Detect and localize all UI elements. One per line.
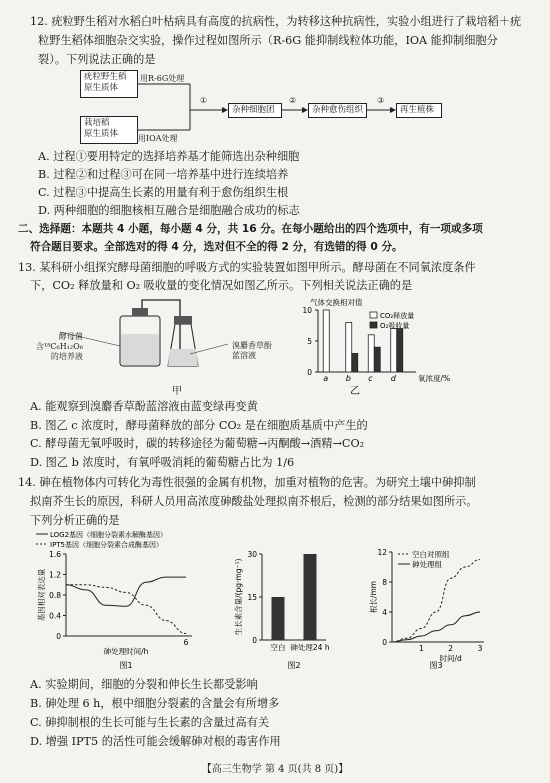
node-regenerated-plant: 再生植株 (396, 103, 442, 118)
q12-option-a: A. 过程①要用特定的选择培养基才能筛选出杂种细胞 (38, 150, 300, 163)
y-tick-label: 12 (377, 548, 387, 557)
series-line-log2 (66, 577, 186, 606)
series-line-ipt5 (66, 585, 186, 634)
q14-stem-line-1: 14. 砷在植物体内可转化为毒性很强的金属有机物，加重对植物的危害。为研究土壤中砷抑制 (18, 476, 476, 489)
flask-label (36, 332, 83, 362)
chart-caption: 图3 (429, 661, 443, 670)
legend-label: 砷处理组 (412, 560, 442, 569)
chart-gene-expression (32, 528, 212, 674)
x-tick-label: 空白 (270, 643, 286, 652)
x-tick-label: 6 (183, 638, 189, 647)
q14-option-d: D. 增强 IPT5 的活性可能会缓解砷对根的毒害作用 (30, 735, 281, 748)
q14-option-c: C. 砷抑制根的生长可能与生长素的含量过高有关 (30, 716, 270, 729)
y-tick-label: 0 (307, 368, 312, 377)
legend-label: LOG2基因（细胞分裂素水解酶基因） (50, 531, 168, 539)
q12-option-c: C. 过程③中提高生长素的用量有利于愈伤组织生根 (38, 186, 289, 199)
legend-swatch (370, 322, 377, 328)
y-axis-label: 基因相对表达量 (37, 568, 46, 622)
y-tick-label: 10 (302, 306, 312, 315)
step-1: ① (200, 96, 208, 105)
y-tick-label: 0 (382, 638, 387, 647)
bar-co2 (368, 335, 374, 372)
legend-label: 空白对照组 (412, 550, 450, 559)
x-tick-label: d (390, 374, 396, 383)
node-hybrid-cell-mass: 杂种细胞团 (228, 103, 282, 118)
y-axis-label: 生长素含量/(pg·mg⁻¹) (234, 558, 243, 636)
label-r6g: 用R-6G处理 (140, 74, 185, 83)
y-tick-label: 30 (247, 550, 257, 559)
y-tick-label: 1.6 (49, 550, 61, 559)
y-tick-label: 5 (307, 337, 312, 346)
q14-option-a: A. 实验期间，细胞的分裂和伸长生长都受影响 (30, 678, 258, 691)
diagram-connectors (0, 0, 550, 160)
series-line-control (392, 560, 480, 643)
x-tick-label: a (323, 374, 329, 383)
x-axis-label: 砷处理时间/h (103, 647, 149, 656)
label-ioa: 用IOA处理 (138, 134, 178, 143)
chart-caption: 图2 (287, 661, 301, 670)
bar-co2 (323, 310, 329, 372)
y-axis-label: 根长/mm (369, 580, 378, 614)
flask-label-line: 含¹⁸C₆H₁₂O₆ (36, 342, 83, 351)
x-tick-label: 1 (418, 644, 424, 653)
x-tick-label: 2 (448, 644, 454, 653)
legend-label: CO₂释放量 (380, 312, 415, 320)
q13-option-d: D. 图乙 b 浓度时，有氧呼吸消耗的葡萄糖占比为 1/6 (30, 456, 295, 469)
q14-stem-line-2: 拟南芥生长的原因，科研人员用高浓度砷酸盐处理拟南芥根后，检测的部分结果如图所示。 (30, 495, 478, 508)
q14-option-b: B. 砷处理 6 h，根中细胞分裂素的含量会有所增多 (30, 697, 280, 710)
apparatus-caption: 甲 (172, 386, 182, 397)
q13-option-b: B. 图乙 c 浓度时，酵母菌释放的部分 CO₂ 是在细胞质基质中产生的 (30, 419, 368, 432)
y-tick-label: 1.2 (49, 570, 61, 580)
legend-swatch (370, 312, 377, 318)
y-tick-label: 0 (252, 636, 257, 645)
node-hybrid-callus: 杂种愈伤组织 (308, 103, 367, 118)
bar (272, 597, 285, 640)
q12-option-b: B. 过程②和过程③可在同一培养基中进行连续培养 (38, 168, 289, 181)
step-3: ③ (377, 96, 385, 105)
step-2: ② (289, 96, 297, 105)
section-2-heading-line-2: 符合题目要求。全部选对的得 4 分，选对但不全的得 2 分，有选错的得 0 分。 (30, 241, 403, 253)
q12-stem-line-3: 裂）。下列说法正确的是 (38, 53, 156, 66)
q12-stem-line-1: 12. 疣粒野生稻对水稻白叶枯病具有高度的抗病性，为转移这种抗病性，实验小组进行了栽培稻＋疣 (30, 15, 522, 28)
y-tick-label: 8 (382, 578, 387, 587)
chart-caption: 乙 (350, 386, 360, 396)
bar (304, 554, 317, 640)
flask-label-line: 的培养液 (50, 352, 83, 361)
chart-root-length (368, 540, 498, 674)
y-tick-label: 0 (56, 632, 61, 641)
q13-apparatus-figure (60, 294, 260, 389)
y-tick-label: 0.4 (49, 611, 61, 621)
indicator-label (232, 341, 272, 361)
q13-stem-line-1: 13. 某科研小组探究酵母菌细胞的呼吸方式的实验装置如图甲所示。酵母菌在不同氧浓度条件 (18, 261, 476, 274)
indicator-label-line: 溴麝香草酚 (232, 341, 272, 350)
box-text: 原生质体 (84, 129, 119, 139)
flask-label-line: 酵母菌 (58, 332, 83, 341)
chart-gas-exchange (290, 296, 470, 396)
x-tick-label: 3 (477, 644, 483, 653)
section-2-heading-line-1: 二、选择题：本题共 4 小题，每小题 4 分，共 16 分。在每小题给出的四个选项中，有一项或多项 (18, 223, 483, 235)
page-footer: 【高三生物学 第 4 页(共 8 页)】 (201, 764, 349, 775)
box-text: 疣粒野生稻 (84, 72, 127, 82)
chart-auxin-content (232, 540, 332, 674)
bar-o2 (352, 353, 358, 372)
chart-title: 气体交换相对值 (310, 298, 363, 307)
legend-label: IPT5基因（细胞分裂素合成酶基因） (50, 541, 164, 549)
y-tick-label: 0.8 (49, 591, 61, 600)
y-tick-label: 15 (247, 593, 257, 602)
q13-stem-line-2: 下，CO₂ 释放量和 O₂ 吸收量的变化情况如图乙所示。下列相关说法正确的是 (30, 279, 413, 292)
q13-option-a: A. 能观察到溴麝香草酚蓝溶液由蓝变绿再变黄 (30, 400, 258, 413)
q12-stem-line-2: 粒野生稻体细胞杂交实验，操作过程如图所示（R-6G 能抑制线粒体功能，IOA 能抑制细胞分 (38, 34, 498, 47)
indicator-label-line: 蓝溶液 (232, 351, 256, 360)
q12-option-d: D. 两种细胞的细胞核相互融合是细胞融合成功的标志 (38, 204, 300, 217)
x-axis-label: 氧浓度/% (418, 374, 451, 383)
bar-co2 (346, 322, 352, 372)
x-tick-label: c (368, 374, 373, 383)
x-tick-label: b (345, 374, 351, 383)
legend-label: O₂吸收量 (380, 322, 410, 330)
chart-caption: 图1 (119, 661, 133, 670)
x-axis-label: 时间/d (439, 654, 462, 663)
bar-o2 (397, 329, 403, 372)
q14-stem-line-3: 下列分析正确的是 (30, 514, 120, 527)
box-text: 原生质体 (84, 83, 119, 93)
bar-co2 (391, 329, 397, 372)
q13-option-c: C. 酵母菌无氧呼吸时，碳的转移途径为葡萄糖→丙酮酸→酒精→CO₂ (30, 437, 365, 450)
y-tick-label: 4 (382, 608, 387, 617)
bar-o2 (374, 347, 380, 372)
x-tick-label: 砷处理24 h (290, 643, 330, 652)
box-text: 栽培稻 (84, 118, 110, 128)
series-line-arsenic (392, 612, 480, 642)
